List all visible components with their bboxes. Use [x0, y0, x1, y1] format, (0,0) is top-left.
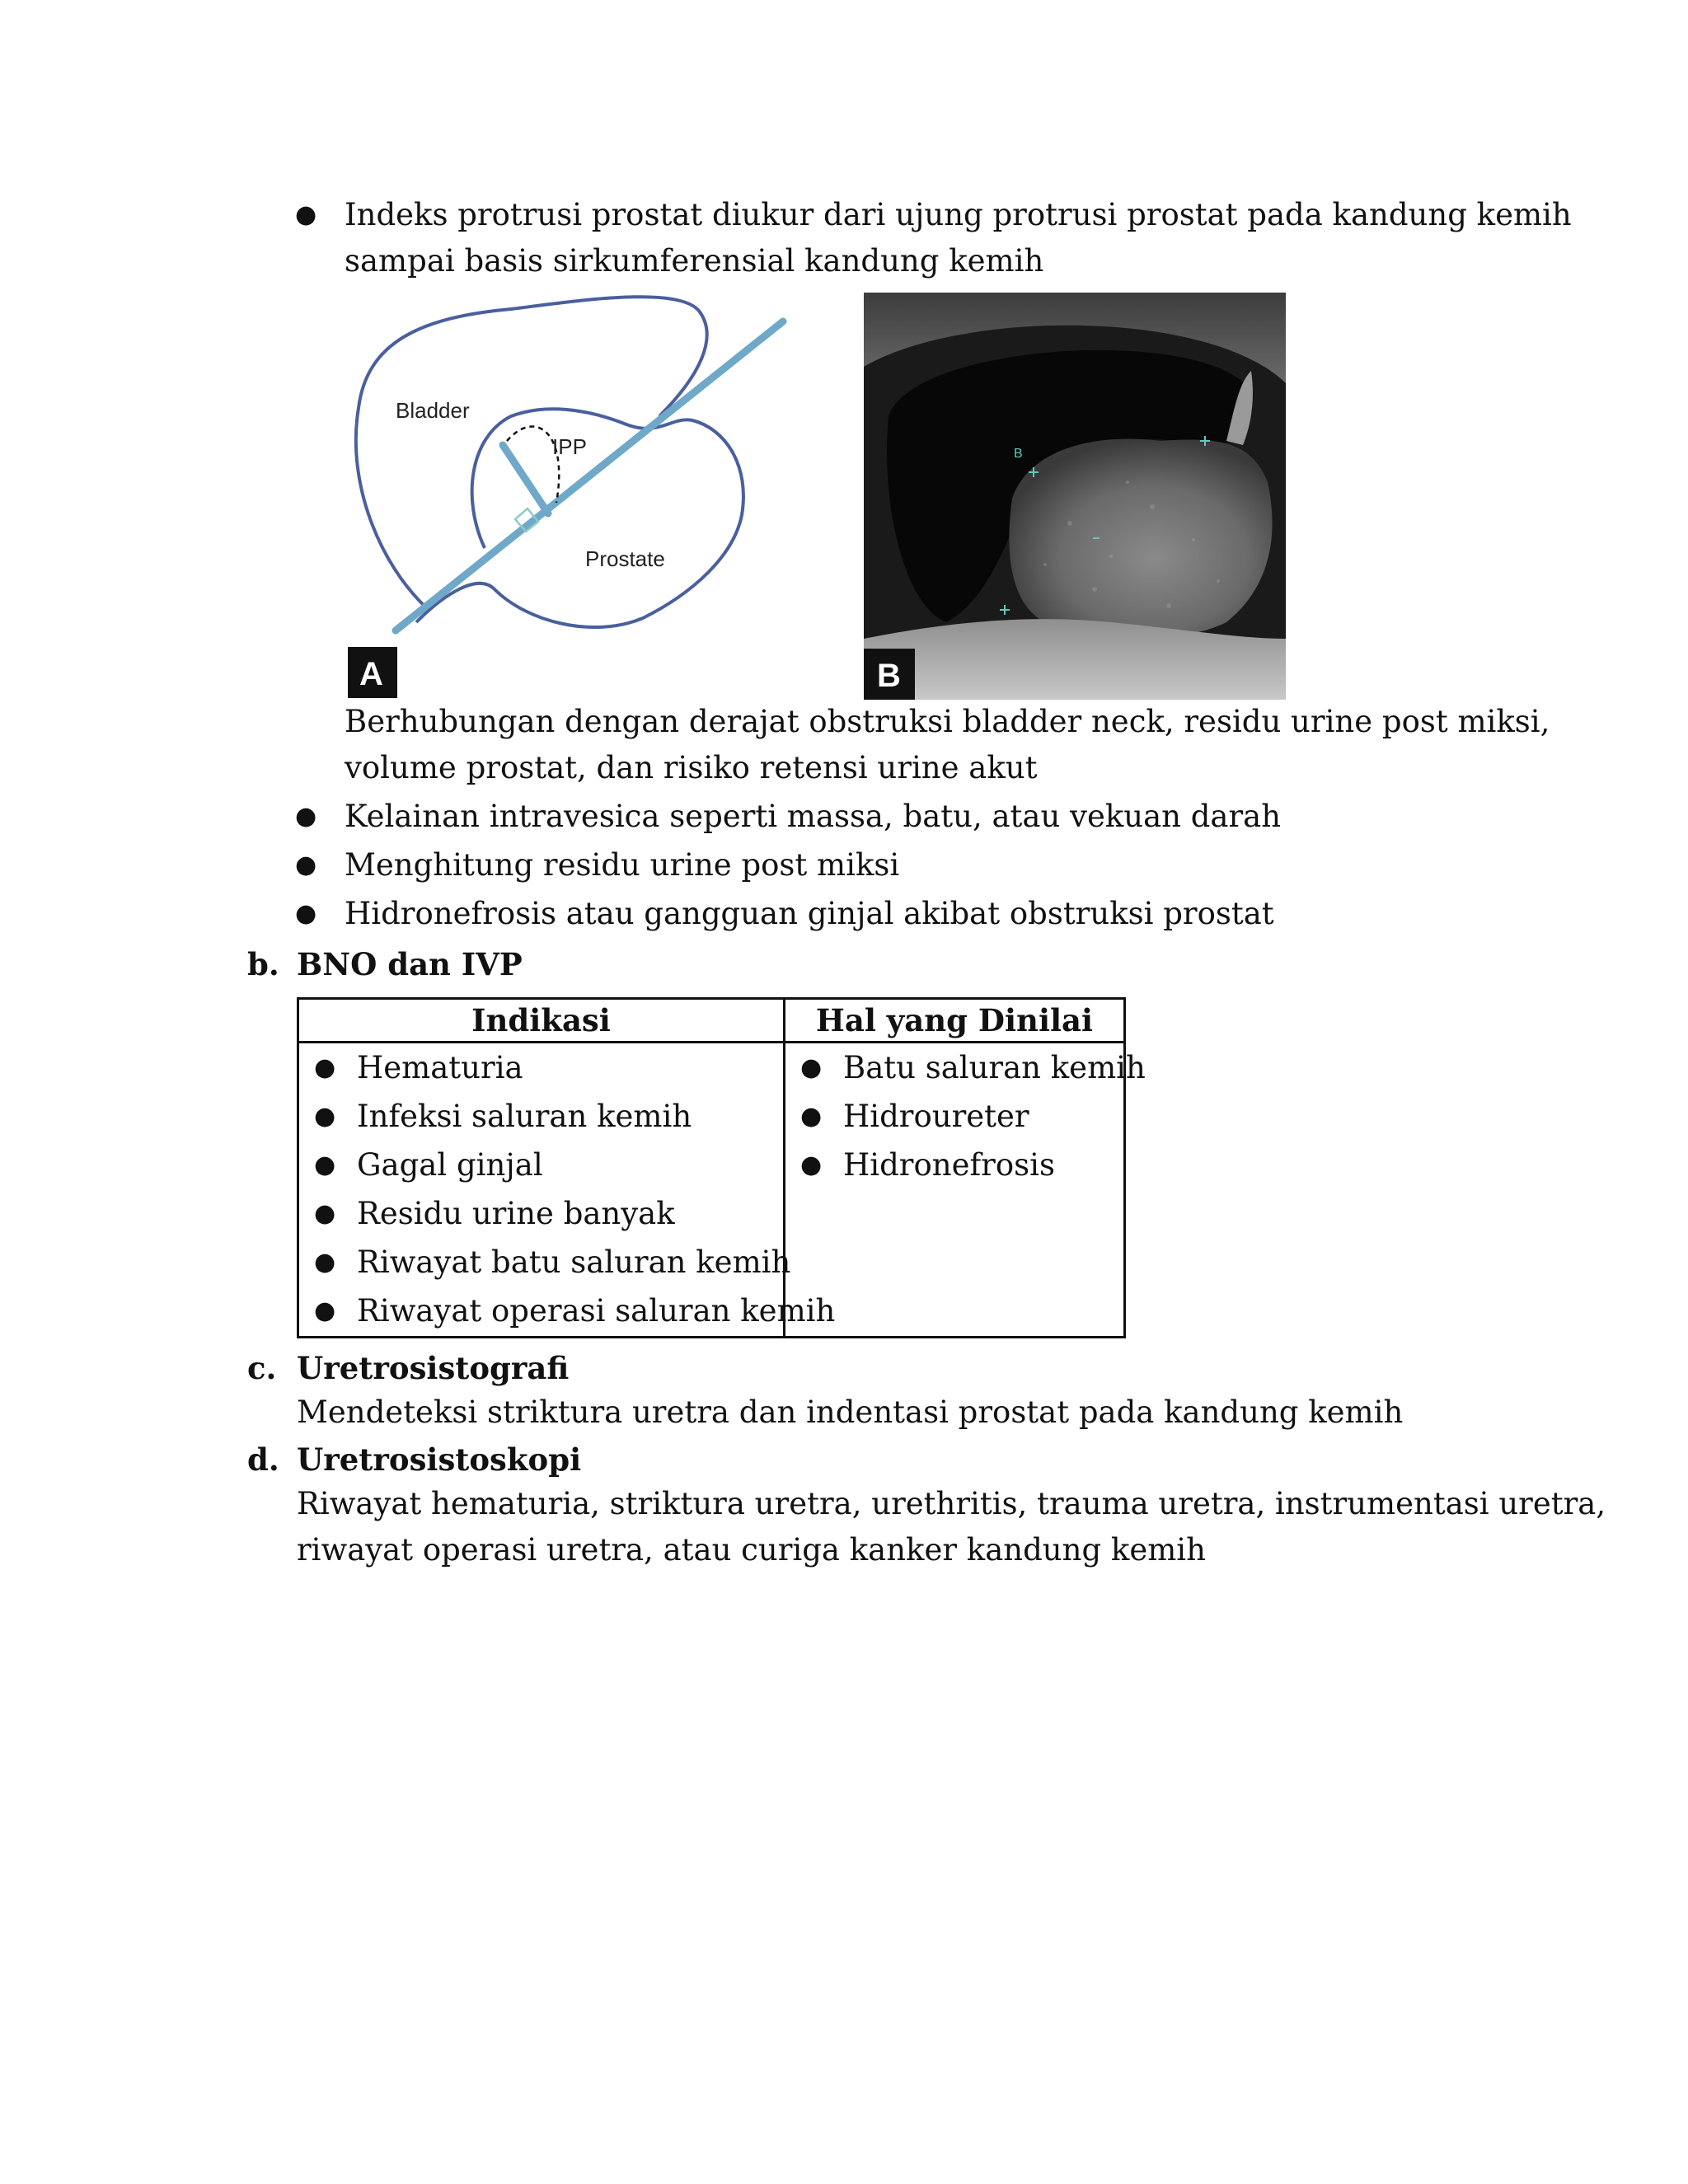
panel-label-b: B	[877, 658, 901, 694]
table-header-dinilai: Hal yang Dinilai	[785, 999, 1125, 1043]
bullet-icon: ●	[295, 899, 317, 928]
ipp-label: IPP	[552, 434, 587, 459]
section-d-text-line1: Riwayat hematuria, striktura uretra, urethritis, trauma uretra, instrumentasi uretra,	[297, 1486, 1606, 1521]
figure-a-diagram	[346, 293, 808, 705]
bullet-icon: ●	[800, 1151, 823, 1179]
relation-text-line1: Berhubungan dengan derajat obstruksi bladder neck, residu urine post miksi,	[345, 704, 1550, 739]
bullet-icon: ●	[314, 1199, 336, 1228]
bullet-item: Menghitung residu urine post miksi	[345, 847, 900, 883]
bullet-icon: ●	[295, 200, 317, 229]
relation-text-line2: volume prostat, dan risiko retensi urine akut	[345, 750, 1038, 785]
list-item: ● Hidronefrosis	[785, 1141, 1123, 1189]
section-d-letter: d.	[247, 1441, 279, 1478]
dinilai-cell	[785, 1043, 1146, 1338]
section-b-title: BNO dan IVP	[297, 946, 523, 982]
panel-label-a: A	[359, 656, 383, 692]
bullet-icon: ●	[314, 1248, 336, 1277]
list-item: ● Hidroureter	[785, 1092, 1123, 1141]
list-item: ● Riwayat batu saluran kemih	[299, 1238, 783, 1286]
section-d-text-line2: riwayat operasi uretra, atau curiga kanker kandung kemih	[297, 1532, 1206, 1568]
bullet-icon: ●	[800, 1102, 823, 1131]
list-item: ● Residu urine banyak	[299, 1189, 783, 1238]
list-item: ● Infeksi saluran kemih	[299, 1092, 783, 1141]
list-item: ● Gagal ginjal	[299, 1141, 783, 1189]
section-b-letter: b.	[247, 946, 279, 982]
bullet-icon: ●	[314, 1053, 336, 1082]
bullet-icon: ●	[314, 1296, 336, 1325]
ipp-text-line1: Indeks protrusi prostat diukur dari ujung protrusi prostat pada kandung kemih	[345, 197, 1572, 232]
bullet-item: Hidronefrosis atau gangguan ginjal akibat obstruksi prostat	[345, 896, 1274, 931]
bullet-icon: ●	[800, 1053, 823, 1082]
bno-ivp-table	[297, 997, 1146, 1338]
section-c-letter: c.	[247, 1350, 277, 1386]
ipp-line	[503, 445, 548, 513]
bladder-label: Bladder	[396, 398, 470, 423]
section-d-title: Uretrosistoskopi	[297, 1441, 582, 1478]
table-header-indikasi: Indikasi	[298, 999, 785, 1043]
axis-line	[396, 321, 783, 630]
section-c-title: Uretrosistografi	[297, 1350, 570, 1386]
caliper-label: B	[1014, 447, 1023, 461]
bullet-icon: ●	[295, 851, 317, 879]
bullet-item: Kelainan intravesica seperti massa, batu, atau vekuan darah	[345, 799, 1282, 834]
prostate-label: Prostate	[585, 546, 665, 571]
ipp-text-line2: sampai basis sirkumferensial kandung kemih	[345, 243, 1044, 279]
indikasi-cell	[298, 1043, 836, 1338]
figure-b-ultrasound	[864, 293, 1286, 700]
list-item: ● Batu saluran kemih	[785, 1043, 1123, 1092]
bullet-icon: ●	[314, 1151, 336, 1179]
list-item: ● Riwayat operasi saluran kemih	[299, 1286, 783, 1335]
bullet-icon: ●	[314, 1102, 336, 1131]
section-c-text: Mendeteksi striktura uretra dan indentasi prostat pada kandung kemih	[297, 1394, 1404, 1430]
list-item: ● Hematuria	[299, 1043, 783, 1092]
bullet-icon: ●	[295, 802, 317, 831]
